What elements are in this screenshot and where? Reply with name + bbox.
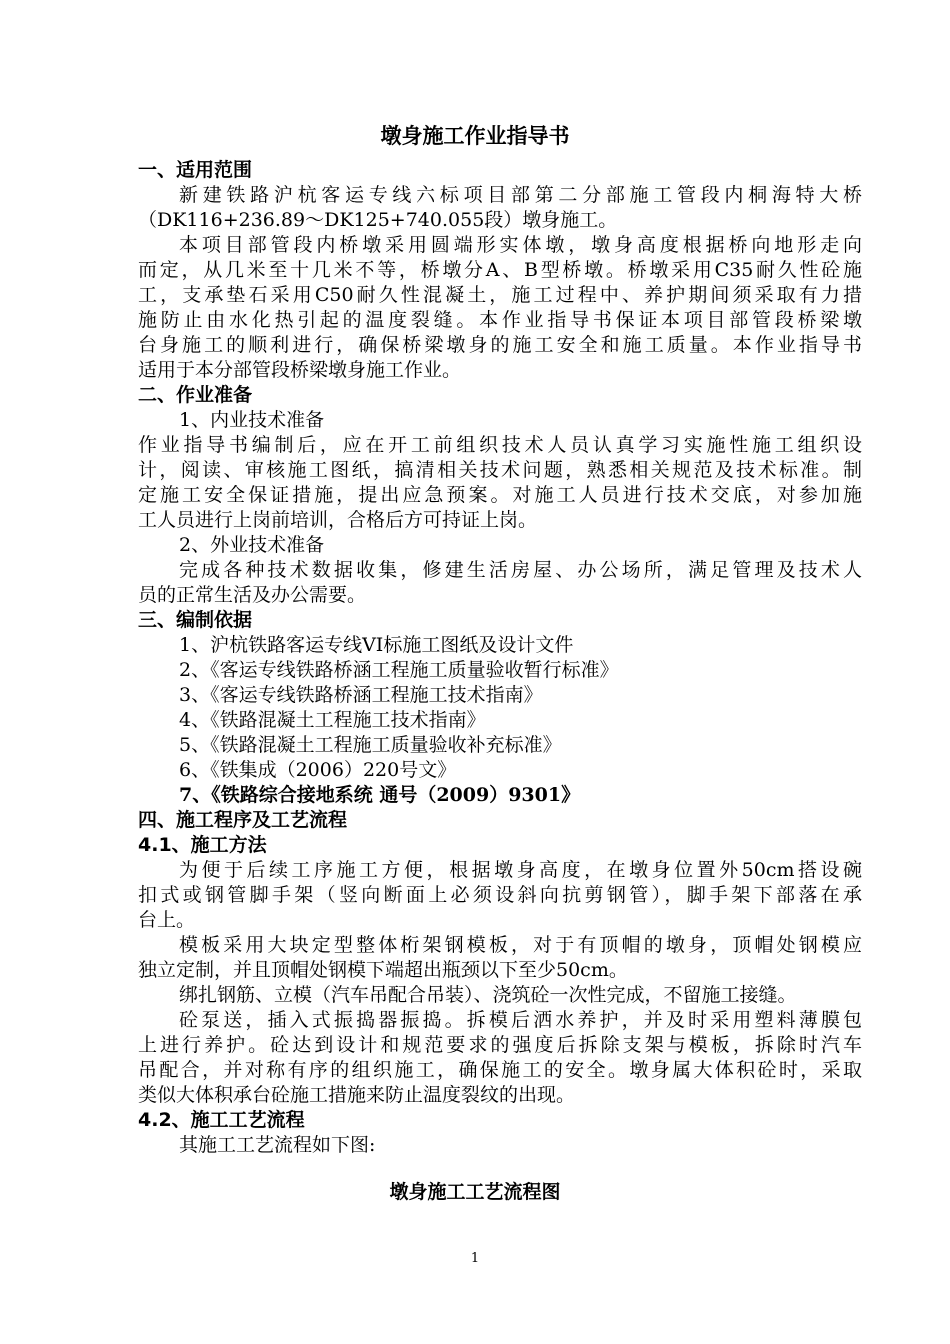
paragraph-line: 上进行养护。砼达到设计和规范要求的强度后拆除支架与模板，拆除时汽车 xyxy=(138,1034,862,1056)
subsection-label: 2、外业技术准备 xyxy=(179,534,325,556)
subsection-label: 1、内业技术准备 xyxy=(179,409,325,431)
section-heading: 四、施工程序及工艺流程 xyxy=(138,809,348,831)
document-body xyxy=(138,158,862,1158)
paragraph-line: 为便于后续工序施工方便，根据墩身高度，在墩身位置外50cm搭设碗 xyxy=(179,859,862,881)
section-heading: 一、适用范围 xyxy=(138,159,253,181)
reference-item: 1、沪杭铁路客运专线VI标施工图纸及设计文件 xyxy=(179,634,574,656)
reference-item: 7、《铁路综合接地系统 通号（2009）9301》 xyxy=(179,784,581,806)
paragraph-line: 员的正常生活及办公需要。 xyxy=(138,584,367,606)
reference-item: 2、《客运专线铁路桥涵工程施工质量验收暂行标准》 xyxy=(179,659,619,681)
paragraph-line: 计，阅读、审核施工图纸，搞清相关技术问题，熟悉相关规范及技术标准。制 xyxy=(138,459,862,481)
page-number: 1 xyxy=(470,1251,480,1266)
reference-item: 3、《客运专线铁路桥涵工程施工技术指南》 xyxy=(179,684,543,706)
section-heading: 二、作业准备 xyxy=(138,384,253,406)
paragraph-line: 吊配合，并对称有序的组织施工，确保施工的安全。墩身属大体积砼时，采取 xyxy=(138,1059,862,1081)
reference-item: 6、《铁集成（2006）220号文》 xyxy=(179,759,457,781)
paragraph-line: 台身施工的顺利进行，确保桥梁墩身的施工安全和施工质量。本作业指导书 xyxy=(138,334,862,356)
paragraph-line: 绑扎钢筋、立模（汽车吊配合吊装）、浇筑砼一次性完成，不留施工接缝。 xyxy=(179,984,797,1006)
subsection-heading: 4.1、施工方法 xyxy=(138,834,267,856)
section-heading: 三、编制依据 xyxy=(138,609,253,631)
reference-item: 5、《铁路混凝土工程施工质量验收补充标准》 xyxy=(179,734,562,756)
paragraph-line: 独立定制，并且顶帽处钢模下端超出瓶颈以下至少50cm。 xyxy=(138,959,628,981)
document-title: 墩身施工作业指导书 xyxy=(380,124,570,148)
paragraph-line: 作业指导书编制后，应在开工前组织技术人员认真学习实施性施工组织设 xyxy=(138,434,862,456)
paragraph-line: 施防止由水化热引起的温度裂缝。本作业指导书保证本项目部管段桥梁墩 xyxy=(138,309,862,331)
subsection-heading: 4.2、施工工艺流程 xyxy=(138,1109,305,1131)
paragraph-line: 新建铁路沪杭客运专线六标项目部第二分部施工管段内桐海特大桥 xyxy=(179,184,862,206)
paragraph-line: 扣式或钢管脚手架（竖向断面上必须设斜向抗剪钢管），脚手架下部落在承 xyxy=(138,884,862,906)
paragraph-line: 完成各种技术数据收集，修建生活房屋、办公场所，满足管理及技术人 xyxy=(179,559,862,581)
paragraph-line: 模板采用大块定型整体桁架钢模板，对于有顶帽的墩身，顶帽处钢模应 xyxy=(179,934,862,956)
paragraph-line: 定施工安全保证措施，提出应急预案。对施工人员进行技术交底，对参加施 xyxy=(138,484,862,506)
paragraph-line: （DK116+236.89～DK125+740.055段）墩身施工。 xyxy=(138,209,618,231)
paragraph-line: 适用于本分部管段桥梁墩身施工作业。 xyxy=(138,359,462,381)
flow-chart-title: 墩身施工工艺流程图 xyxy=(389,1181,561,1203)
paragraph-line: 类似大体积承台砼施工措施来防止温度裂纹的出现。 xyxy=(138,1084,576,1106)
paragraph-line: 砼泵送，插入式振捣器振捣。拆模后洒水养护，并及时采用塑料薄膜包 xyxy=(179,1009,862,1031)
paragraph-line: 而定，从几米至十几米不等，桥墩分A、B型桥墩。桥墩采用C35耐久性砼施 xyxy=(138,259,862,281)
paragraph-line: 工，支承垫石采用C50耐久性混凝土，施工过程中、养护期间须采取有力措 xyxy=(138,284,862,306)
paragraph-line: 台上。 xyxy=(138,909,196,931)
reference-item: 4、《铁路混凝土工程施工技术指南》 xyxy=(179,709,486,731)
paragraph-line: 工人员进行上岗前培训，合格后方可持证上岗。 xyxy=(138,509,538,531)
paragraph-line: 本项目部管段内桥墩采用圆端形实体墩，墩身高度根据桥向地形走向 xyxy=(179,234,862,256)
paragraph-line: 其施工工艺流程如下图: xyxy=(179,1134,376,1156)
